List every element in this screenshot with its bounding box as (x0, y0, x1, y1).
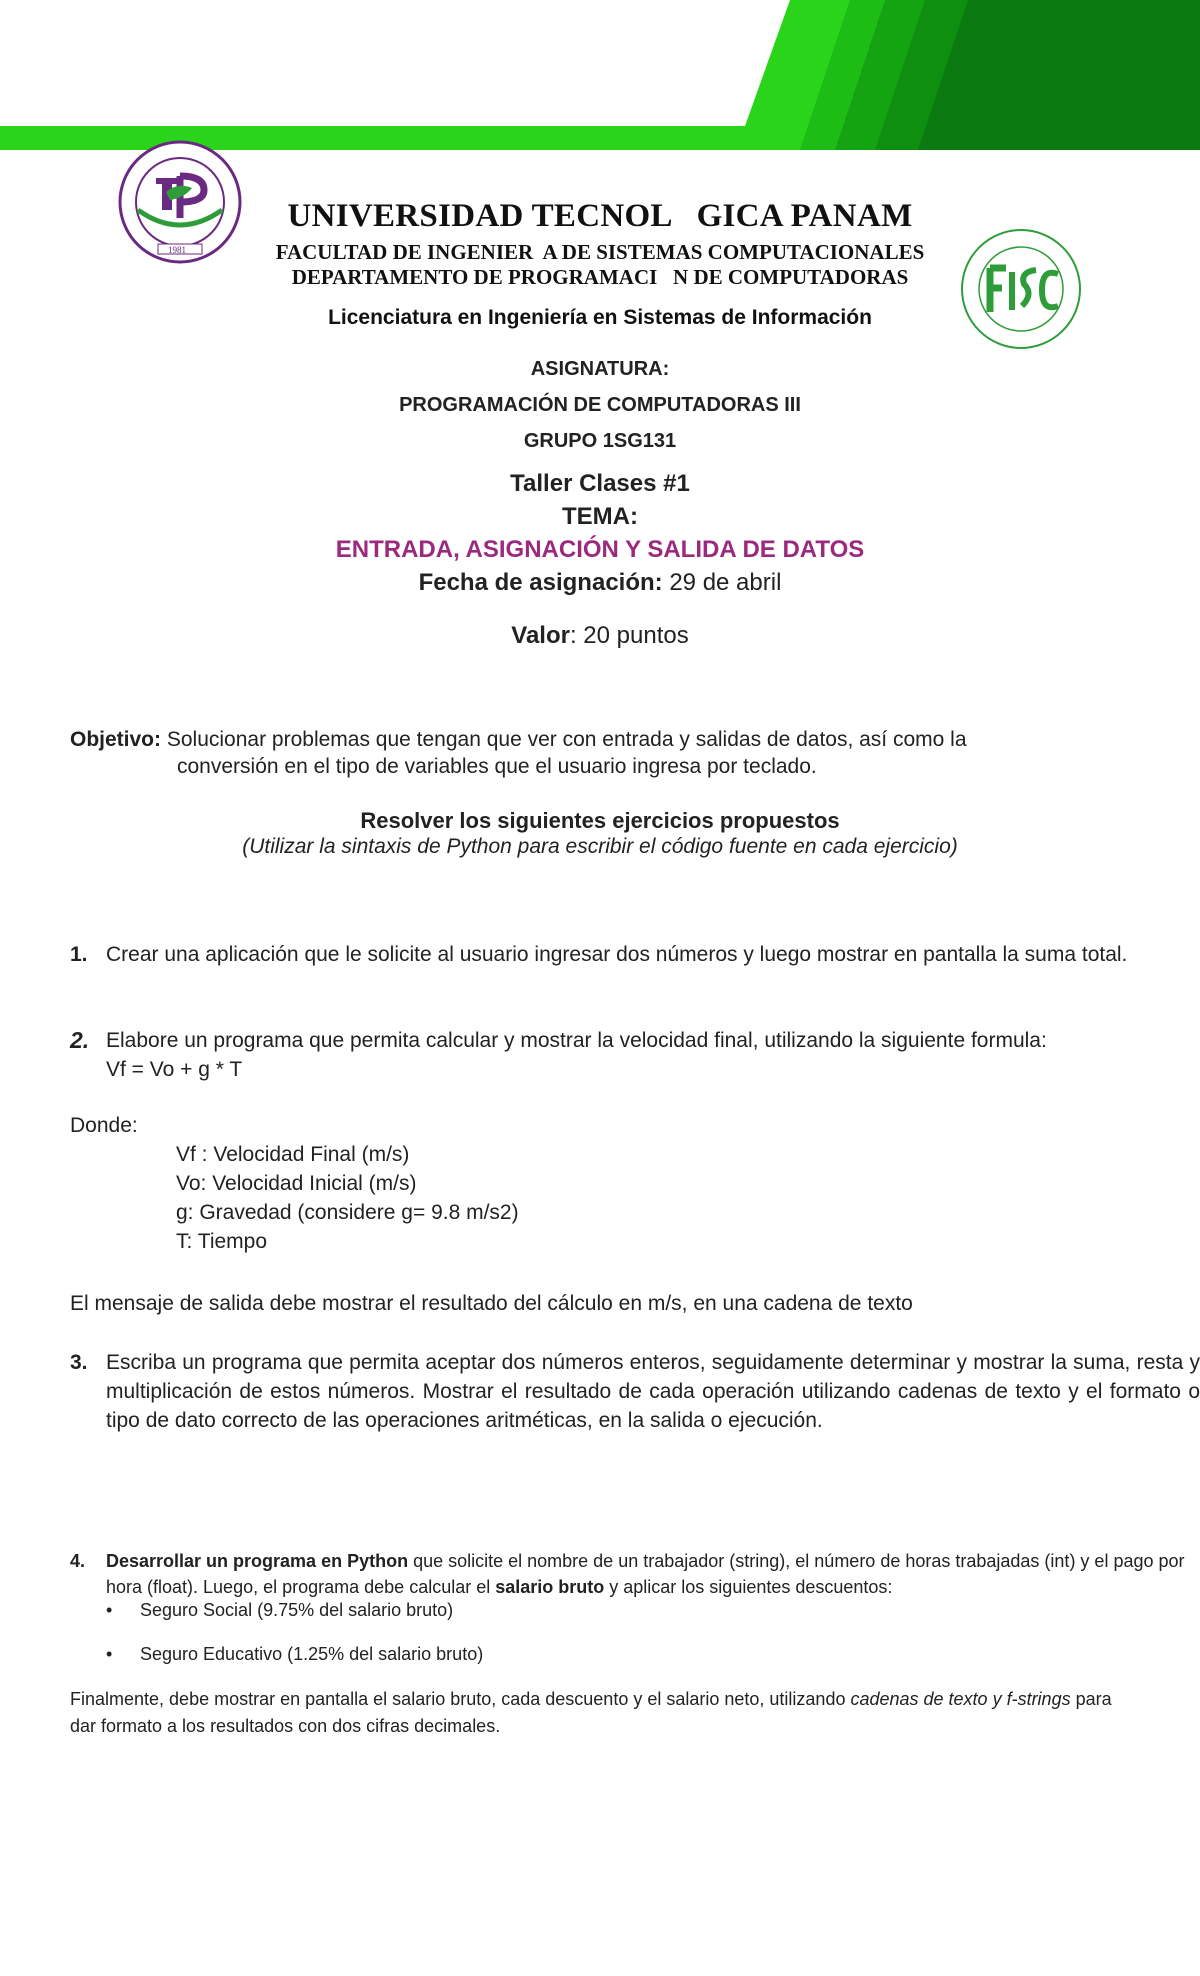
exercise-1-text: Crear una aplicación que le solicite al usuario ingresar dos números y luego mostrar en pantalla la suma total. (106, 943, 1128, 966)
exercise-2-text: Elabore un programa que permita calcular y mostrar la velocidad final, utilizando la siguiente formula: (106, 1029, 1047, 1052)
exercise-4-bold-intro: Desarrollar un programa en Python (106, 1551, 409, 1571)
exercise-4-text (106, 1548, 1200, 1600)
exercise-2 (70, 1026, 1130, 1086)
definition-g: g: Gravedad (considere g= 9.8 m/s2) (176, 1201, 519, 1224)
objective (70, 726, 1110, 780)
fecha-value: 29 de abril (662, 569, 782, 596)
faculty-name: FACULTAD DE INGENIER A DE SISTEMAS COMPUTACIONALES (275, 240, 925, 264)
grupo: GRUPO 1SG131 (523, 430, 677, 452)
department-name: DEPARTAMENTO DE PROGRAMACI N DE COMPUTADORAS (291, 265, 909, 289)
asignatura-label: ASIGNATURA: (530, 358, 670, 380)
utp-logo-year: 1981 (168, 245, 186, 255)
definition-vf: Vf : Velocidad Final (m/s) (176, 1143, 410, 1166)
exercise-4-text-part1: que solicite el nombre de un trabajador (string), el número de horas trabajadas (int) y el pago por hora (float). Luego, el programa debe calcular el (106, 1551, 1185, 1597)
university-name: UNIVERSIDAD TECNOL GICA PANAM (287, 198, 913, 234)
degree-name: Licenciatura en Ingeniería en Sistemas de Información (328, 306, 872, 329)
exercise-1-number: 1. (70, 943, 88, 966)
exercise-2-formula: Vf = Vo + g * T (106, 1058, 243, 1081)
exercise-2-number: 2. (70, 1027, 90, 1053)
objective-line2: conversión en el tipo de variables que el usuario ingresa por teclado. (177, 755, 817, 778)
exercise-1 (70, 940, 1130, 1000)
bullet-icon: • (106, 1600, 113, 1620)
exercise-4-text-part2: y aplicar los siguientes descuentos: (604, 1577, 893, 1597)
valor-value: : 20 puntos (569, 622, 689, 649)
instructions-subtitle: (Utilizar la sintaxis de Python para escribir el código fuente en cada ejercicio) (242, 835, 958, 858)
header-green-band (0, 0, 1200, 160)
donde-label: Donde: (70, 1114, 138, 1137)
final-text-italic: cadenas de texto y f-strings (850, 1689, 1071, 1709)
fecha-label: Fecha de asignación: (418, 569, 663, 596)
exercise-4-number: 4. (70, 1551, 86, 1571)
exercise-3 (70, 1348, 1200, 1468)
valor-label: Valor (511, 622, 570, 649)
exercise-4-bold-salario: salario bruto (495, 1577, 605, 1597)
tema-label: TEMA: (562, 503, 638, 530)
final-text-part2: para dar formato a los resultados con dos cifras decimales. (70, 1689, 1112, 1736)
output-message-note: El mensaje de salida debe mostrar el resultado del cálculo en m/s, en una cadena de texto (70, 1292, 913, 1315)
asignatura-name: PROGRAMACIÓN DE COMPUTADORAS III (399, 394, 801, 416)
objective-label: Objetivo: (70, 728, 162, 751)
taller-title: Taller Clases #1 (510, 470, 690, 497)
final-paragraph (70, 1686, 1130, 1740)
bullet-icon: • (106, 1644, 113, 1664)
exercise-3-number: 3. (70, 1351, 88, 1374)
definition-vo: Vo: Velocidad Inicial (m/s) (176, 1172, 417, 1195)
tema-value: ENTRADA, ASIGNACIÓN Y SALIDA DE DATOS (335, 536, 865, 563)
objective-line1: Solucionar problemas que tengan que ver con entrada y salidas de datos, así como la (161, 728, 967, 751)
fecha-asignacion (0, 569, 1200, 597)
bullet-seguro-educativo-text: Seguro Educativo (1.25% del salario bruto) (140, 1644, 484, 1664)
bullet-seguro-social-text: Seguro Social (9.75% del salario bruto) (140, 1600, 454, 1620)
final-text-part1: Finalmente, debe mostrar en pantalla el salario bruto, cada descuento y el salario neto, utilizando (70, 1689, 851, 1709)
instructions-title: Resolver los siguientes ejercicios propuestos (360, 808, 840, 833)
exercise-3-text: Escriba un programa que permita aceptar dos números enteros, seguidamente determinar y mostrar la suma, resta y multiplicación de estos números. Mostrar el resultado de cada operación utilizando cadenas de texto y el formato o tipo de dato correcto de las operaciones aritméticas, en la salida o ejecución. (106, 1351, 1200, 1432)
definition-t: T: Tiempo (176, 1230, 268, 1253)
valor (0, 622, 1200, 650)
exercise-4 (70, 1548, 1185, 1608)
